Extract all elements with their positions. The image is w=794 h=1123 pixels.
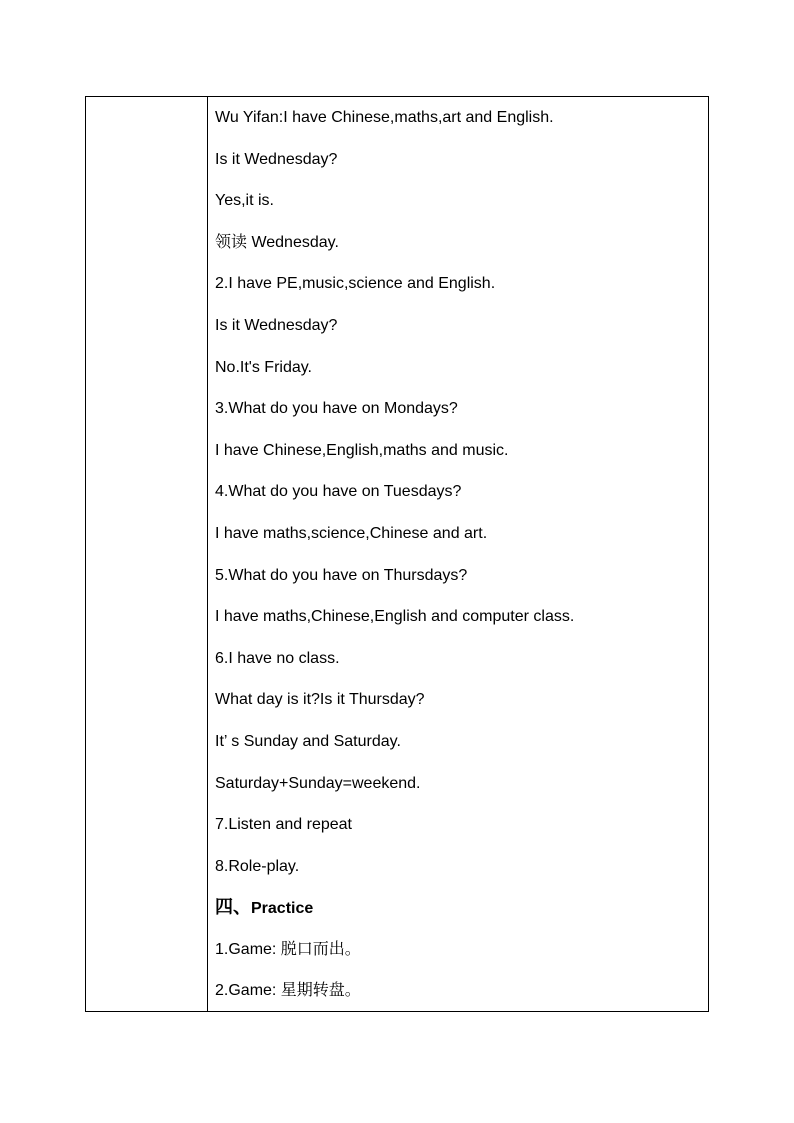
text-line: What day is it?Is it Thursday?	[215, 691, 425, 709]
text-line: It’ s Sunday and Saturday.	[215, 732, 401, 750]
section-heading	[215, 897, 574, 939]
lesson-content	[215, 107, 574, 1022]
left-cell	[86, 97, 208, 1012]
text-line: 1.Game: 脱口而出。	[215, 940, 361, 958]
text-line: I have Chinese,English,maths and music.	[215, 441, 509, 459]
text-line: 4.What do you have on Tuesdays?	[215, 483, 462, 501]
text-line: I have maths,science,Chinese and art.	[215, 524, 488, 542]
text-line: 2.Game: 星期转盘。	[215, 982, 361, 1000]
text-line: No.It's Friday.	[215, 358, 312, 376]
text-line: 6.I have no class.	[215, 649, 340, 667]
text-line: 5.What do you have on Thursdays?	[215, 566, 468, 584]
text-line: 2.I have PE,music,science and English.	[215, 275, 496, 293]
text-line: Saturday+Sunday=weekend.	[215, 774, 421, 792]
text-line: 领读 Wednesday.	[215, 233, 339, 251]
section-number: 四、	[215, 897, 251, 918]
text-line: 7.Listen and repeat	[215, 816, 352, 834]
text-line: 8.Role-play.	[215, 857, 300, 875]
text-line: Is it Wednesday?	[215, 150, 338, 168]
text-line: Wu Yifan:I have Chinese,maths,art and English.	[215, 109, 554, 126]
text-line: I have maths,Chinese,English and computer class.	[215, 608, 575, 626]
text-line: 3.What do you have on Mondays?	[215, 400, 458, 418]
section-title: Practice	[251, 900, 314, 918]
text-line: Yes,it is.	[215, 192, 274, 210]
text-line: Is it Wednesday?	[215, 316, 338, 334]
